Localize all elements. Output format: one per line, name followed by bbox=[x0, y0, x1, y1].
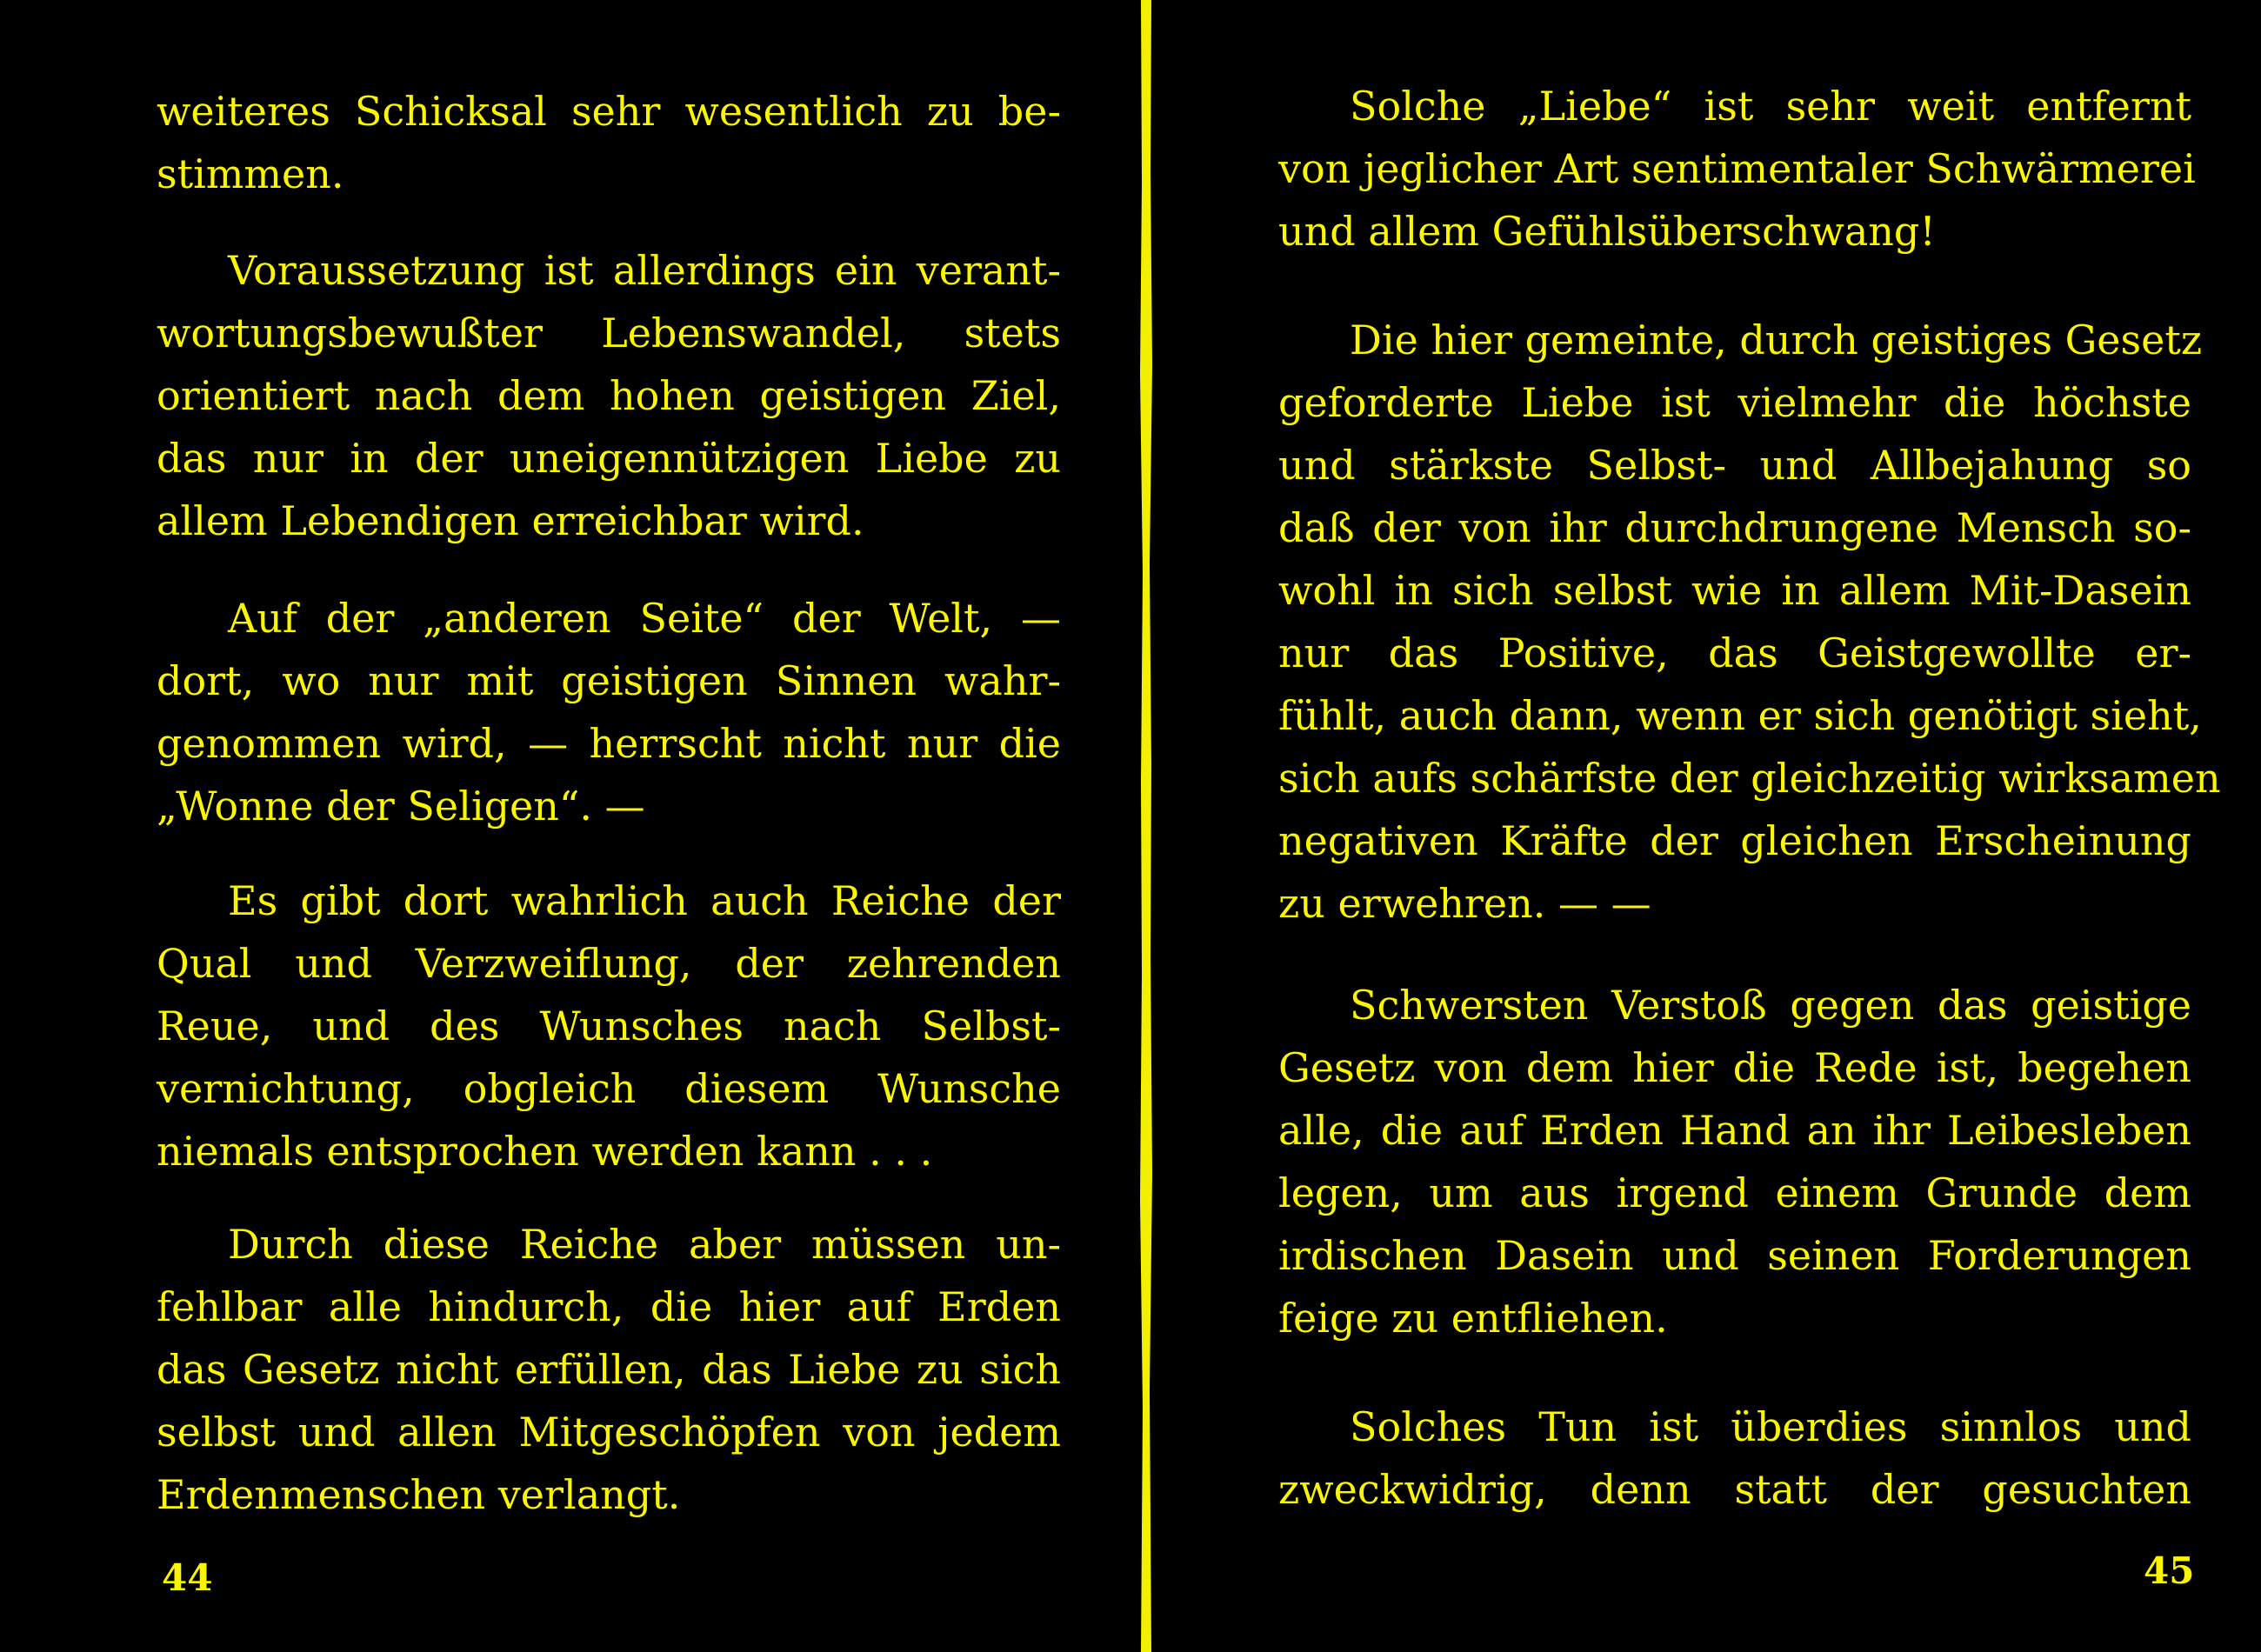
text-line: nur das Positive, das Geistgewollte er- bbox=[1278, 629, 2191, 676]
text-line: Gesetz von dem hier die Rede ist, begehen bbox=[1278, 1044, 2191, 1091]
paragraph bbox=[157, 80, 1061, 205]
text-line: „Wonne der Seligen“. — bbox=[157, 783, 645, 829]
paragraph bbox=[157, 1213, 1061, 1526]
paragraph bbox=[157, 239, 1061, 552]
text-line: Reue, und des Wunsches nach Selbst- bbox=[157, 1003, 1061, 1049]
text-line: allem Lebendigen erreichbar wird. bbox=[157, 497, 864, 544]
text-line: weiteres Schicksal sehr wesentlich zu be- bbox=[157, 88, 1061, 135]
text-line: Voraussetzung ist allerdings ein verant- bbox=[228, 247, 1061, 294]
paragraph bbox=[1278, 75, 2196, 263]
text-line: wortungsbewußter Lebenswandel, stets bbox=[157, 310, 1061, 356]
text-line: daß der von ihr durchdrungene Mensch so- bbox=[1278, 504, 2191, 551]
paragraph bbox=[1278, 1396, 2191, 1521]
text-line: Solches Tun ist überdies sinnlos und bbox=[1350, 1403, 2191, 1450]
text-line: Auf der „anderen Seite“ der Welt, — bbox=[228, 595, 1061, 642]
book-spine bbox=[1137, 0, 1155, 1652]
text-line: Schwersten Verstoß gegen das geistige bbox=[1350, 982, 2191, 1029]
text-line: selbst und allen Mitgeschöpfen von jedem bbox=[157, 1409, 1061, 1455]
text-line: niemals entsprochen werden kann . . . bbox=[157, 1128, 933, 1175]
text-line: legen, um aus irgend einem Grunde dem bbox=[1278, 1169, 2191, 1216]
text-line: Solche „Liebe“ ist sehr weit entfernt bbox=[1350, 83, 2191, 130]
text-line: von jeglicher Art sentimentaler Schwärmerei bbox=[1278, 145, 2196, 192]
text-line: dort, wo nur mit geistigen Sinnen wahr- bbox=[157, 657, 1061, 704]
text-line: irdischen Dasein und seinen Forderungen bbox=[1278, 1232, 2191, 1279]
left-page bbox=[157, 0, 1061, 1652]
text-line: fehlbar alle hindurch, die hier auf Erden bbox=[157, 1283, 1061, 1330]
text-line: Die hier gemeinte, durch geistiges Gesetz bbox=[1350, 316, 2203, 363]
paragraph bbox=[1278, 309, 2221, 935]
text-line: vernichtung, obgleich diesem Wunsche bbox=[157, 1065, 1061, 1112]
text-line: Erdenmenschen verlangt. bbox=[157, 1471, 681, 1518]
paragraph bbox=[157, 869, 1061, 1182]
text-line: zu erwehren. — — bbox=[1278, 880, 1651, 927]
text-line: zweckwidrig, denn statt der gesuchten bbox=[1278, 1466, 2191, 1513]
text-line: und stärkste Selbst- und Allbejahung so bbox=[1278, 442, 2191, 489]
text-line: feige zu entfliehen. bbox=[1278, 1295, 1668, 1342]
right-page bbox=[1278, 0, 2221, 1652]
text-line: Durch diese Reiche aber müssen un- bbox=[228, 1221, 1061, 1268]
text-line: fühlt, auch dann, wenn er sich genötigt sieht, bbox=[1278, 692, 2202, 739]
text-line: Qual und Verzweiflung, der zehrenden bbox=[157, 940, 1061, 987]
text-line: das Gesetz nicht erfüllen, das Liebe zu sich bbox=[157, 1346, 1061, 1393]
page-number: 45 bbox=[2144, 1549, 2195, 1592]
text-line: genommen wird, — herrscht nicht nur die bbox=[157, 720, 1061, 767]
page-number: 44 bbox=[162, 1556, 213, 1599]
text-line: stimmen. bbox=[157, 150, 344, 197]
paragraph bbox=[1278, 974, 2191, 1349]
text-line: und allem Gefühlsüberschwang! bbox=[1278, 208, 1936, 255]
text-line: sich aufs schärfste der gleichzeitig wirksamen bbox=[1278, 755, 2221, 802]
text-line: orientiert nach dem hohen geistigen Ziel, bbox=[157, 372, 1061, 419]
text-line: das nur in der uneigennützigen Liebe zu bbox=[157, 435, 1061, 482]
text-line: negativen Kräfte der gleichen Erscheinung bbox=[1278, 817, 2191, 864]
text-line: wohl in sich selbst wie in allem Mit-Dasein bbox=[1278, 567, 2191, 614]
text-line: Es gibt dort wahrlich auch Reiche der bbox=[228, 877, 1061, 924]
text-line: geforderte Liebe ist vielmehr die höchste bbox=[1278, 379, 2191, 426]
text-line: alle, die auf Erden Hand an ihr Leibesleben bbox=[1278, 1107, 2191, 1154]
paragraph bbox=[157, 587, 1061, 837]
